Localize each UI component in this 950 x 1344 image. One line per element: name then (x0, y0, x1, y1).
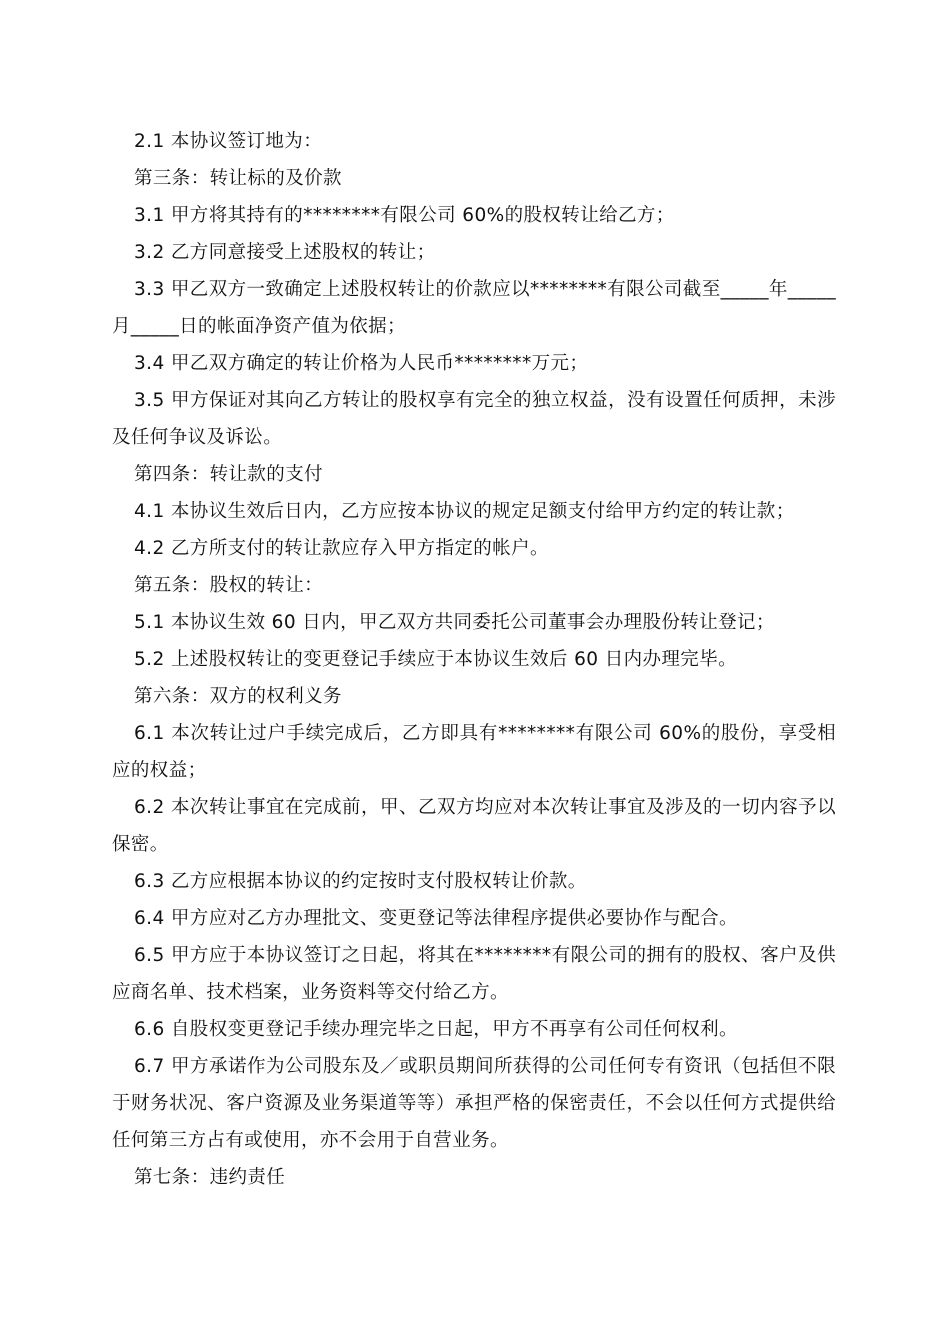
clause-3-1: 3.1 甲方将其持有的********有限公司 60%的股权转让给乙方； (134, 205, 675, 226)
clause-2-1: 2.1 本协议签订地为： (134, 131, 323, 152)
clause-3-5: 3.5 甲方保证对其向乙方转让的股权享有完全的独立权益，没有设置任何质押，未涉及任何争议及诉讼。 (112, 390, 836, 448)
clause-4-2: 4.2 乙方所支付的转让款应存入甲方指定的帐户。 (134, 538, 549, 559)
document-body (112, 123, 836, 1196)
article-3-heading: 第三条：转让标的及价款 (134, 168, 342, 189)
clause-6-4: 6.4 甲方应对乙方办理批文、变更登记等法律程序提供必要协作与配合。 (134, 908, 738, 929)
clause-6-1: 6.1 本次转让过户手续完成后，乙方即具有********有限公司 60%的股份，享受相应的权益； (112, 723, 836, 781)
clause-3-2: 3.2 乙方同意接受上述股权的转让； (134, 242, 436, 263)
clause-6-2: 6.2 本次转让事宜在完成前，甲、乙双方均应对本次转让事宜及涉及的一切内容予以保密。 (112, 797, 836, 855)
clause-3-4: 3.4 甲乙双方确定的转让价格为人民币********万元； (134, 353, 589, 374)
clause-6-5: 6.5 甲方应于本协议签订之日起，将其在********有限公司的拥有的股权、客户及供应商名单、技术档案，业务资料等交付给乙方。 (112, 945, 836, 1003)
clause-5-2: 5.2 上述股权转让的变更登记手续应于本协议生效后 60 日内办理完毕。 (134, 649, 738, 670)
article-7-heading: 第七条：违约责任 (134, 1167, 286, 1188)
clause-4-1: 4.1 本协议生效后日内，乙方应按本协议的规定足额支付给甲方约定的转让款； (134, 501, 795, 522)
clause-5-1: 5.1 本协议生效 60 日内，甲乙双方共同委托公司董事会办理股份转让登记； (134, 612, 775, 633)
clause-6-7: 6.7 甲方承诺作为公司股东及／或职员期间所获得的公司任何专有资讯（包括但不限于财务状况、客户资源及业务渠道等等）承担严格的保密责任，不会以任何方式提供给任何第三方占有或使用，亦不会用于自营业务。 (112, 1056, 836, 1151)
clause-3-3: 3.3 甲乙双方一致确定上述股权转让的价款应以********有限公司截至_____年_____月_____日的帐面净资产值为依据； (112, 279, 837, 337)
article-6-heading: 第六条：双方的权利义务 (134, 686, 342, 707)
clause-6-6: 6.6 自股权变更登记手续办理完毕之日起，甲方不再享有公司任何权利。 (134, 1019, 738, 1040)
clause-6-3: 6.3 乙方应根据本协议的约定按时支付股权转让价款。 (134, 871, 587, 892)
article-5-heading: 第五条：股权的转让： (134, 575, 324, 596)
article-4-heading: 第四条：转让款的支付 (134, 464, 324, 485)
